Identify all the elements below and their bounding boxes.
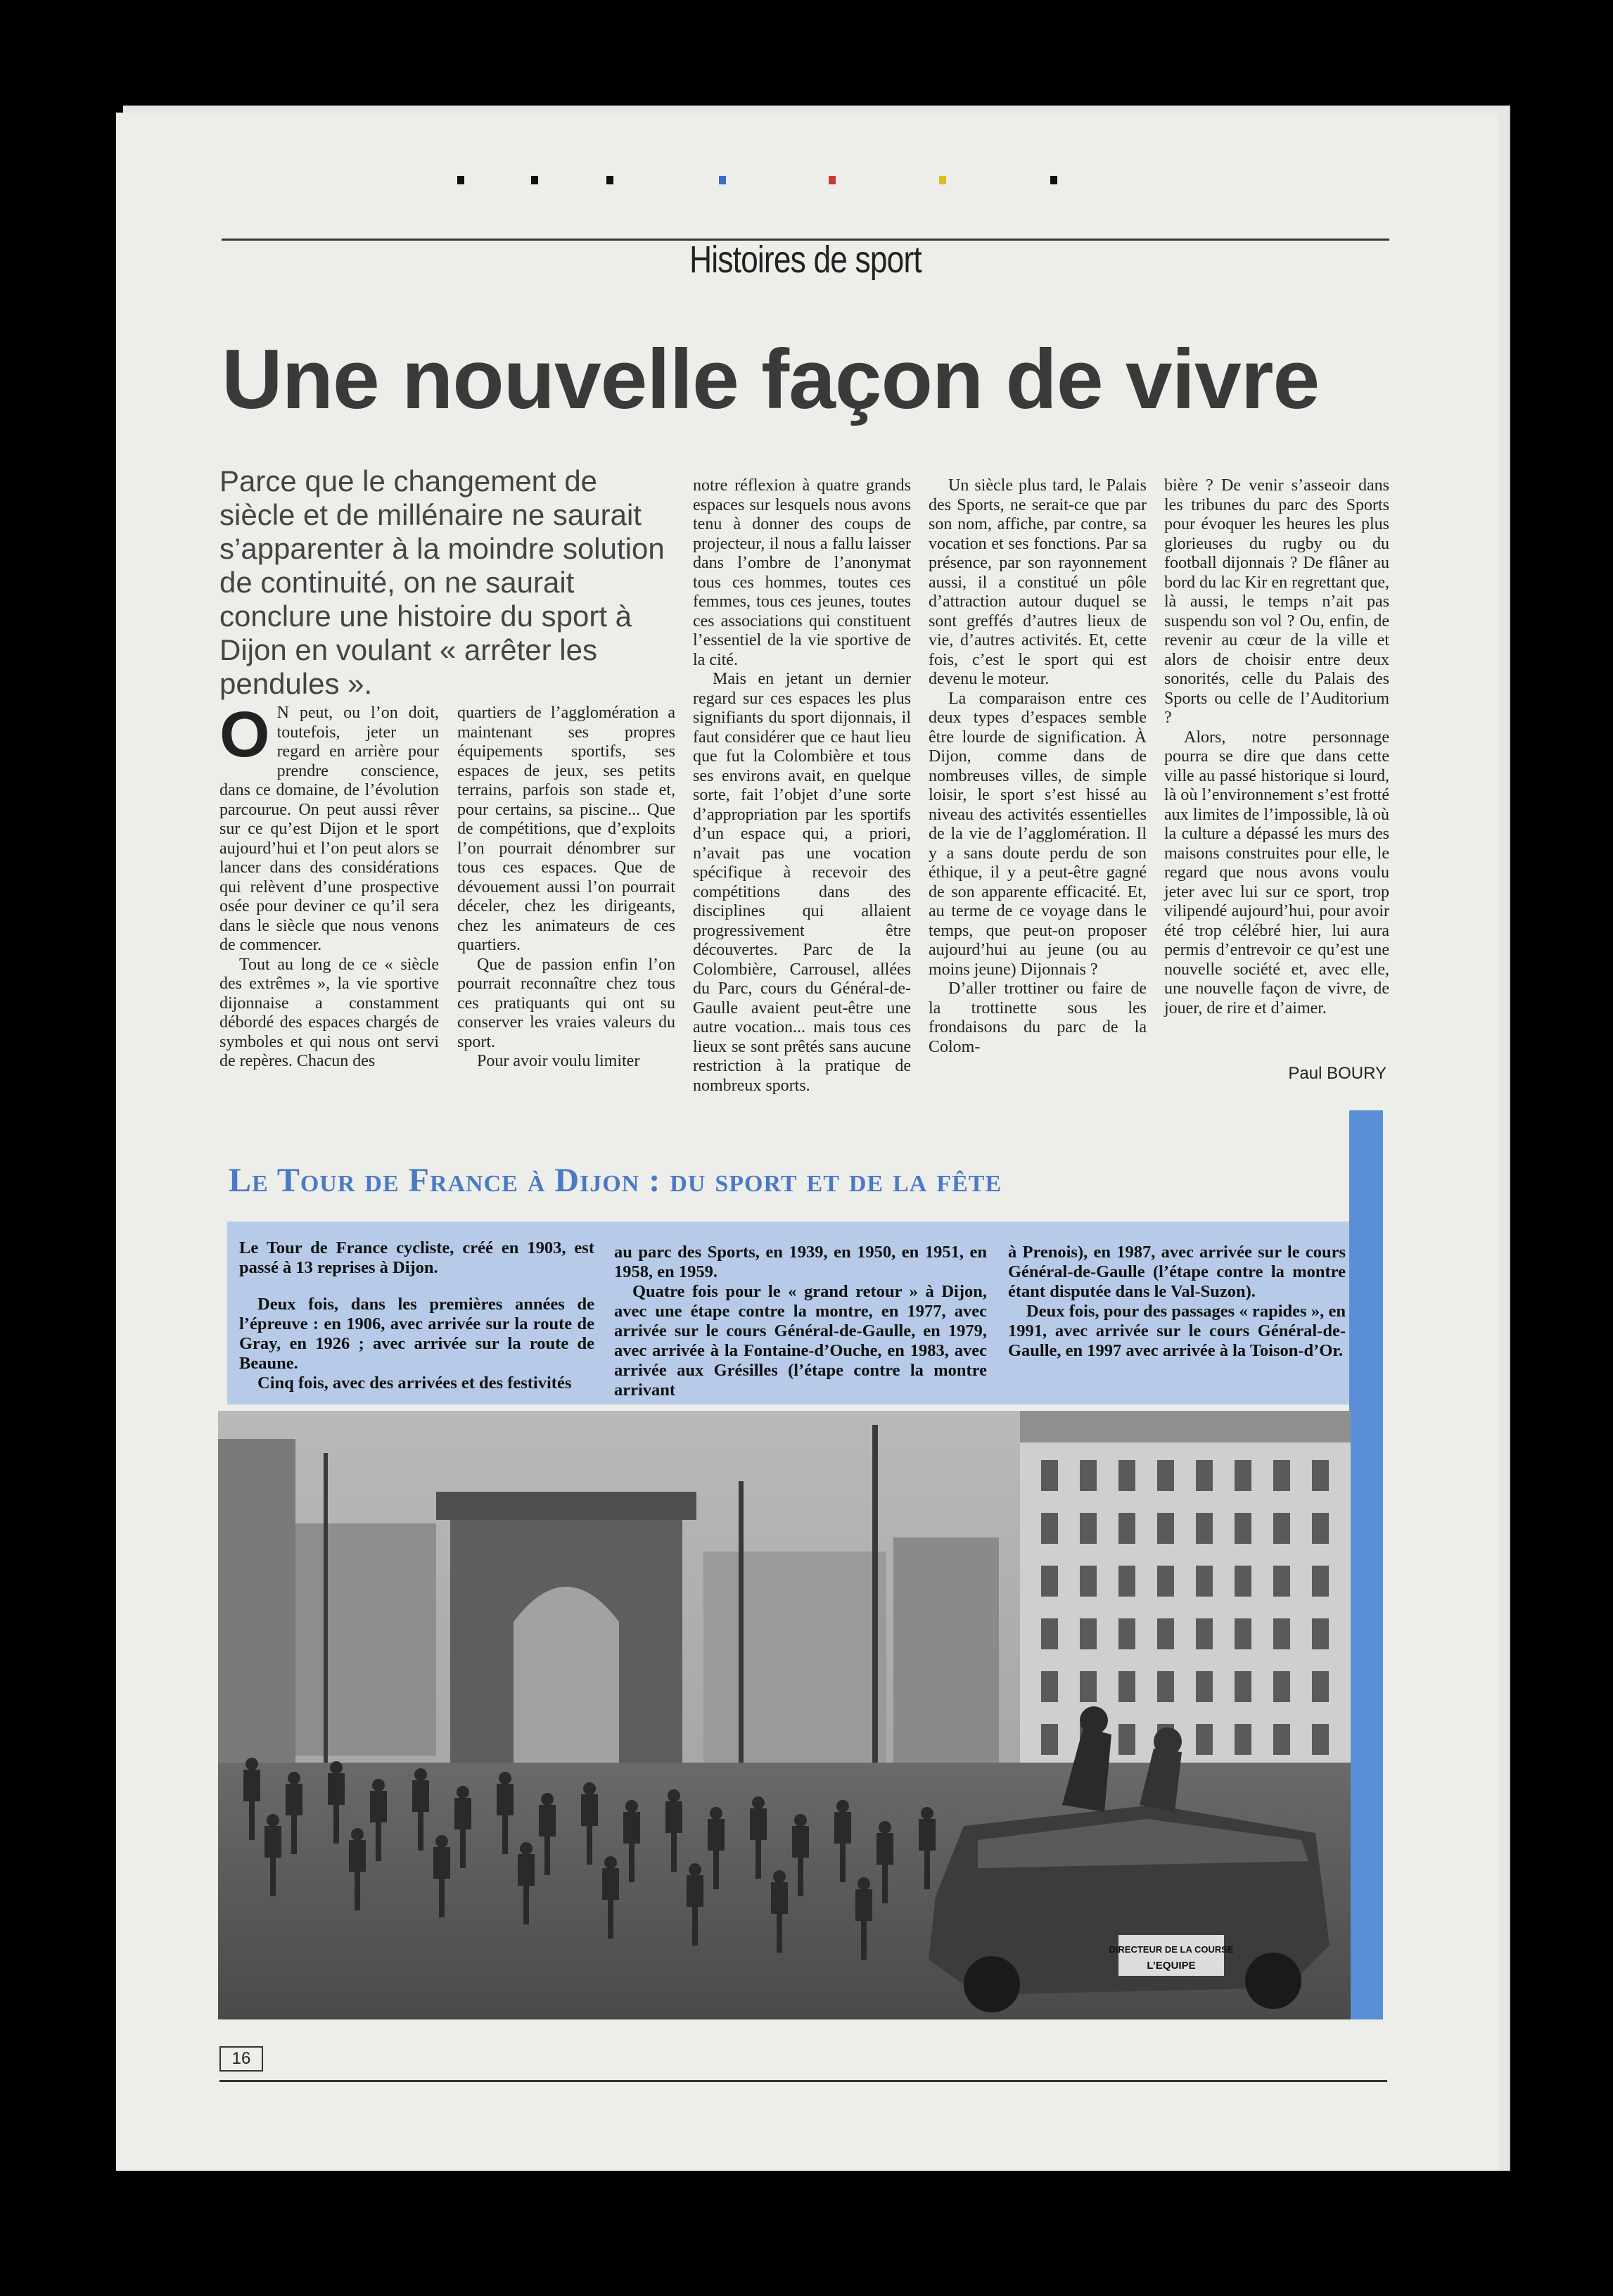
section-rubric: Histoires de sport [689,239,922,281]
article-paragraph: notre réflexion à quatre grands espaces sur lesquels nous avons tenu à donner des coups de projecteur, il nous a fallu laisser dans l’ombre de l’anonymat tous ces hommes, toutes ces femmes, tous ces jeunes, toutes ces associations qui constituent l’essentiel de la vie sportive de la cité. [693,476,911,669]
article-paragraph: La comparaison entre ces deux types d’espaces semble être lourde de signification. À Dijon, comme dans de nombreuses villes, de simple loisir, le sport s’est hissé au niveau des activités essentielles de la vie de l’agglomération. Il y a sans doute perdu de son éthique, il y a peut-être gagné de son apparente efficacité. Et, au terme de ce voyage dans le temps, que peut-on proposer aujourd’hui au jeune (ou au moins jeune) Dijonnais ? [929,689,1147,979]
article-paragraph: bière ? De venir s’asseoir dans les tribunes du parc des Sports pour évoquer les heures les plus glorieuses du rugby ou du football dijonnais ? De flâner au bord du lac Kir en regrettant que, là aussi, le temps n’ait pas suspendu son vol ? Ou, enfin, de revenir au cœur de la ville et alors de choisir entre deux sonorités, celle du Palais des Sports ou celle de l’Auditorium ? [1164,476,1389,727]
sidebar-accent-bar [1349,1110,1383,2019]
car-plate-line-2: L’EQUIPE [1147,1960,1196,1972]
photo-illustration [218,1411,1351,2019]
article-column-1 [219,699,439,1072]
color-dot [1050,176,1057,184]
car-plate-line-1: DIRECTEUR DE LA COURSE [1109,1944,1234,1955]
color-dot [939,176,946,184]
color-dot [719,176,726,184]
color-dot [829,176,836,184]
porte-guillaume-arch [436,1492,696,1773]
article-paragraph: Pour avoir voulu limiter [477,1052,640,1070]
color-dot [606,176,613,184]
color-dot [531,176,538,184]
tour-paragraph: Le Tour de France cycliste, créé en 1903, est passé à 13 reprises à Dijon. [239,1238,594,1277]
tour-de-france-photo [218,1411,1351,2019]
article-paragraph: D’aller trottiner ou faire de la trottinette sous les frondaisons du parc de la Colom- [929,979,1147,1056]
article-column-5 [1164,476,1389,1018]
tour-column-1 [239,1238,594,1393]
tour-column-3 [1008,1243,1346,1361]
footer-rule [219,2080,1387,2082]
article-paragraph: O N peut, ou l’on doit, toutefois, jeter un regard en arrière pour prendre conscience, dans ce domaine, de l’évolution parcourue. On peut aussi rêver sur ce qu’est Dijon et le sport aujourd’hui et l’on peut alors se lancer dans des considérations qui relèvent d’une prospective osée pour deviner ce qu’il sera dans le siècle que nous venons de commencer. [219,699,439,954]
article-column-2 [457,704,675,1072]
tour-paragraph: à Prenois), en 1987, avec arrivée sur le cours Général-de-Gaulle (l’étape contre la montre étant disputée dans le Val-Suzon). [1008,1243,1346,1301]
article-paragraph: Que de passion enfin l’on pourrait reconnaître chez tous ces pratiquants qui ont su conserver les vraies valeurs du sport. [457,955,675,1051]
article-paragraph: Alors, notre personnage pourra se dire que dans cette ville au passé historique si lourd, là où l’environnement s’est frotté aux limites de l’impossible, là où la culture a dépassé les murs des maisons construites pour elle, le regard que nous avons voulu jeter avec lui sur ce sport, trop vilipendé aujourd’hui, pour avoir été trop célébré hier, lui aura permis d’entrevoir ce qu’est une nouvelle société et, avec elle, une nouvelle façon de vivre, de jouer, de rire et d’aimer. [1164,728,1389,1017]
tour-section-title: Le Tour de France à Dijon : du sport et de la fête [229,1162,1002,1199]
drop-cap: O [219,699,270,770]
article-paragraph: quartiers de l’agglomération a maintenant ses propres équipements sportifs, ses espaces de jeux, ses petits terrains, parfois son stade et, pour certains, sa piscine... Que de compétitions, que d’exploits l’on pourrait dénombrer sur tous ces espaces. Que de dévouement aussi l’on pourrait déceler, chez les dirigeants, chez les animateurs de ces quartiers. [457,704,675,954]
tour-paragraph: Deux fois, pour des passages « rapides », en 1991, avec arrivée sur le cours Général-de-Gaulle, en 1997 avec arrivée à la Toison-d’Or. [1008,1302,1346,1360]
color-dot [457,176,464,184]
article-standfirst: Parce que le changement de siècle et de millénaire ne saurait s’apparenter à la moindre solution de continuité, on ne saurait conclure une histoire du sport à Dijon en voulant « arrêter les pendules ». [219,464,665,700]
tour-paragraph: au parc des Sports, en 1939, en 1950, en 1951, en 1958, en 1959. [614,1243,987,1281]
tour-paragraph: Cinq fois, avec des arrivées et des festivités [257,1374,572,1393]
building-left [218,1439,295,1770]
tour-paragraph: Deux fois, dans les premières années de l’épreuve : en 1906, avec arrivée sur la route de Gray, en 1926 ; avec arrivée sur la route de Beaune. [239,1295,594,1373]
article-paragraph: Un siècle plus tard, le Palais des Sports, ne serait-ce que par son nom, affiche, par contre, sa vocation et ses fonctions. Par sa présence, par son rayonnement aussi, il a constitué un pôle d’attraction autour duquel se sont greffés d’autres lieux de vie, d’autres activités. Et, cette fois, c’est le sport qui est devenu le moteur. [929,476,1147,688]
article-paragraph: Mais en jetant un dernier regard sur ces espaces les plus signifiants du sport dijonnais, il faut considérer que ce haut lieu que fut la Colombière et tous ses environs avait, en quelque sorte, fait l’objet d’une sorte d’appropriation par les sportifs d’un espace qui, a priori, n’avait pas une vocation spécifique à recevoir des compétitions dans des disciplines qui allaient progressivement être découvertes. Parc de la Colombière, Carrousel, allées du Parc, cours du Général-de-Gaulle avaient peut-être une autre vocation... mais tous ces lieux se sont prêtés sans aucune restriction à la pratique de nombreux sports. [693,670,911,1095]
author-signature: Paul BOURY [1288,1064,1386,1083]
color-dots-row [0,176,1613,186]
building-right [1020,1411,1351,1791]
article-headline: Une nouvelle façon de vivre [222,332,1320,426]
article-paragraph: Tout au long de ce « siècle des extrêmes », la vie sportive dijonnaise a constamment débordé des espaces chargés de symboles et qui nous ont servi de repères. Chacun des [219,955,439,1070]
article-column-3 [693,476,911,1096]
tour-column-2 [614,1243,987,1400]
tour-paragraph: Quatre fois pour le « grand retour » à Dijon, avec une étape contre la montre, en 1977, avec arrivée sur le cours Général-de-Gaulle, en 1979, avec arrivée à la Fontaine-d’Ouche, en 1983, avec arrivée aux Grésilles (l’étape contre la montre arrivant [614,1282,987,1400]
page-number: 16 [219,2046,263,2072]
article-column-4 [929,476,1147,1057]
